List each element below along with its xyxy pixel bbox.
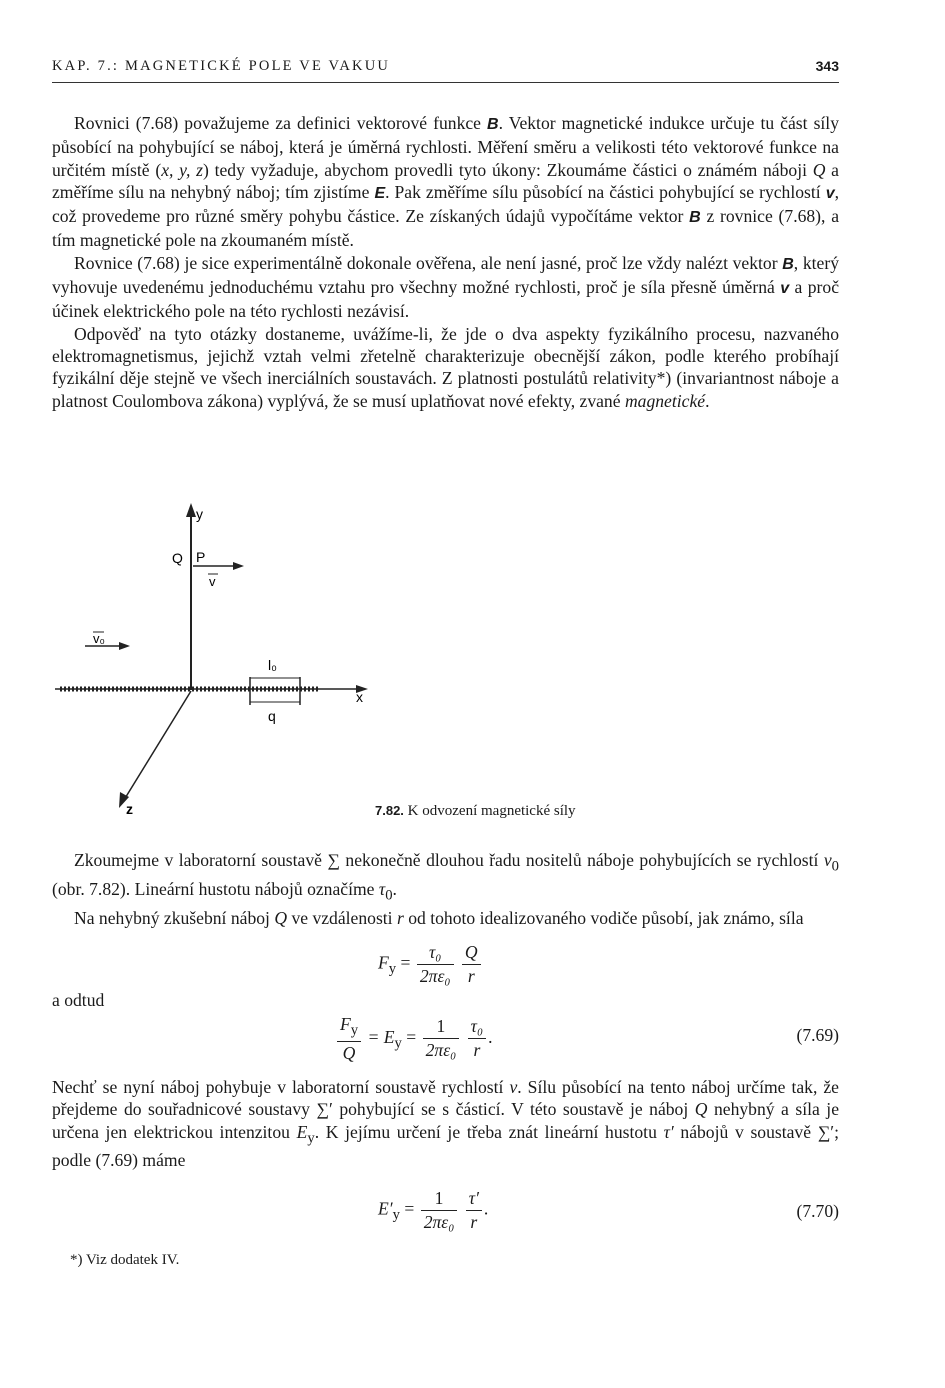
text-run: Nechť se nyní náboj pohybuje v laboratorní soustavě rychlostí <box>52 1077 510 1097</box>
math-symbol: r <box>396 907 404 928</box>
eq769-end: . <box>488 1026 493 1047</box>
z-axis-line <box>124 691 191 800</box>
math-symbol: Q <box>694 1099 708 1120</box>
eq-force-lhs-sub: y <box>388 961 397 978</box>
eq770-end: . <box>483 1198 489 1219</box>
vector-symbol: v <box>780 280 790 298</box>
velocity-v-label: v <box>209 574 216 589</box>
text-run: nábojů v soustavě ∑′; podle (7.69) máme <box>52 1121 839 1171</box>
text-run: . K jejímu určení je třeba znát lineární hustotu <box>314 1121 664 1142</box>
text-run: . <box>705 390 710 411</box>
paragraph <box>52 907 839 929</box>
eq-force-frac1 <box>417 942 454 987</box>
point-P-label: P <box>196 549 206 565</box>
eq-force-frac2 <box>462 942 481 987</box>
running-title: KAP. 7.: MAGNETICKÉ POLE VE VAKUU <box>52 58 391 74</box>
text-run: a proč účinek elektrického pole na této rychlosti nezávisí. <box>52 277 840 322</box>
text-run: nehybný a síla je určena jen elektrickou intenzitou <box>52 1099 839 1142</box>
equation-770 <box>378 1188 488 1233</box>
math-symbol: Q <box>812 159 826 180</box>
eq-force-d1: 2πε₀ <box>419 966 451 986</box>
equation-769 <box>335 1014 493 1064</box>
equation-force <box>378 942 483 987</box>
paragraph <box>52 323 839 412</box>
text-block-mid <box>52 849 839 929</box>
math-symbol: x, y, z <box>161 159 203 180</box>
header-rule <box>52 82 839 83</box>
eq-force-n1: τ₀ <box>417 942 454 965</box>
text-run: od tohoto idealizovaného vodiče působí, jak známo, síla <box>403 907 804 928</box>
text-run: ve vzdálenosti <box>287 907 397 928</box>
math-symbol: magnetické <box>624 390 706 411</box>
text-run: z rovnice (7.68), a tím magnetické pole na zkoumaném místě. <box>52 206 839 251</box>
text-run: a změříme sílu na nehybný náboj; tím zjistíme <box>52 159 839 202</box>
figure-number: 7.82. <box>375 803 404 818</box>
text-run: Rovnice (7.68) je sice experimentálně dokonale ověřena, ale není jasné, proč lze vždy nalézt vektor <box>74 252 783 273</box>
vector-symbol: B <box>487 116 499 133</box>
eq770-lhs: E′ <box>378 1198 393 1219</box>
eq769-frac1 <box>423 1016 460 1061</box>
x-axis-label: x <box>356 689 363 705</box>
eq769-number: (7.69) <box>796 1025 839 1045</box>
eq769-n2: τ₀ <box>468 1016 486 1039</box>
eq770-n1: 1 <box>421 1188 458 1211</box>
y-axis-label: y <box>196 506 203 522</box>
math-symbol: τ′ <box>663 1121 674 1142</box>
math-symbol: v <box>823 850 832 870</box>
eq769-d2: r <box>473 1040 481 1061</box>
eq769-frac2 <box>468 1016 486 1061</box>
math-symbol: E <box>296 1121 308 1142</box>
text-run: . Sílu působící na tento náboj určíme tak, že přejdeme do souřadnicové soustavy ∑′ pohybující se s částicí. V této soustavě je náboj <box>52 1077 839 1120</box>
text-run: Zkoumejme v laboratorní soustavě ∑ nekonečně dlouhou řadu nositelů náboje pohybujících se rychlostí <box>74 850 824 870</box>
eq770-lhs-sub: y <box>392 1207 400 1224</box>
footnote: *) Viz dodatek IV. <box>70 1252 180 1268</box>
figure-caption <box>375 803 576 820</box>
math-symbol: Q <box>274 907 288 928</box>
eq-force-eq: = <box>400 952 411 973</box>
text-run: , což provedeme pro různé směry pohybu částice. Ze získaných údajů vypočítáme vektor <box>52 181 839 227</box>
text-run: Rovnici (7.68) považujeme za definici vektorové funkce <box>74 113 488 133</box>
vector-symbol: E <box>374 184 386 202</box>
charge-q-label: q <box>268 708 276 724</box>
subscript: 0 <box>831 858 839 875</box>
eq770-frac1 <box>421 1188 458 1233</box>
paragraph <box>52 849 839 907</box>
math-symbol: v <box>509 1077 518 1097</box>
paragraph <box>52 252 839 323</box>
text-run: Odpověď na tyto otázky dostaneme, uvážíme-li, že jde o dva aspekty fyzikálního procesu, nazvaného elektromagnetismus, jejichž vztah velmi zřetelně charakterizuje obecnější zákon, podle kterého probíhají fyzikální děje stejně ve všech inerciálních soustavách. Z platnosti postulátů relativity*) (invariantnost náboje a platnost Coulombova zákona) vyplývá, že se musí uplatňovat nové efekty, zvané <box>52 323 839 411</box>
eq769-frac0 <box>337 1014 361 1064</box>
vector-symbol: B <box>689 209 701 227</box>
text-run: . Vektor magnetické indukce určuje tu část síly působící na pohybující se náboj, která je úměrná rychlosti. Měření směru a velikosti této vektorové funkce na určitém místě ( <box>52 113 839 180</box>
math-symbol: τ <box>378 878 386 899</box>
paragraph <box>52 1076 839 1172</box>
subscript: 0 <box>385 887 393 904</box>
text-run: ) tedy vyžaduje, abychom provedli tyto úkony: Zkoumáme částici o známém náboji <box>202 159 813 180</box>
velocity-v-arrowhead <box>233 562 244 570</box>
figure-diagram <box>0 495 945 825</box>
eq770-d2: r <box>470 1212 478 1232</box>
eq770-n2: τ′ <box>466 1188 482 1211</box>
length-l0-label: l₀ <box>268 657 277 673</box>
page-number: 343 <box>815 58 839 74</box>
eq770-frac2 <box>466 1188 482 1233</box>
y-axis-arrow <box>186 503 196 517</box>
charge-Q-label: Q <box>172 550 183 566</box>
eq769-d1: 2πε₀ <box>425 1040 457 1061</box>
eq769-n0-sub: y <box>350 1022 359 1039</box>
eq769-mid: = E <box>367 1026 395 1047</box>
text-run: . <box>392 878 397 899</box>
text-run: . Pak změříme sílu působící na částici pohybující se rychlostí <box>385 181 826 202</box>
text-block-bottom <box>52 1076 839 1172</box>
page-header <box>52 58 839 80</box>
z-axis-label: z <box>126 801 133 817</box>
eq-force-d2: r <box>467 966 475 986</box>
eq769-mid-sub: y <box>394 1035 402 1052</box>
text-run: , který vyhovuje uvedenému jednoduchému vztahu pro všechny možné rychlosti, proč je síla přesně úměrná <box>52 252 839 298</box>
eq769-eq: = <box>406 1026 417 1047</box>
text-block-top <box>52 112 839 412</box>
eq770-eq: = <box>404 1198 415 1219</box>
vector-symbol: v <box>825 184 835 202</box>
figure-caption-text: K odvození magnetické síly <box>407 803 576 819</box>
text-run: Na nehybný zkušební náboj <box>74 907 275 928</box>
eq-force-lhs: F <box>378 952 389 973</box>
a-odtud-label: a odtud <box>52 990 105 1010</box>
text-run: (obr. 7.82). Lineární hustotu nábojů označíme <box>52 878 379 899</box>
vector-symbol: B <box>782 255 794 273</box>
subscript: y <box>307 1130 315 1147</box>
velocity-v0-arrowhead <box>119 642 130 650</box>
eq770-number: (7.70) <box>796 1201 839 1221</box>
eq769-n0: F <box>340 1014 351 1034</box>
paragraph <box>52 112 839 252</box>
eq769-d0: Q <box>342 1042 356 1063</box>
velocity-v0-label: v₀ <box>93 631 105 646</box>
eq769-n1: 1 <box>423 1016 460 1039</box>
eq-force-n2: Q <box>462 942 481 965</box>
eq770-d1: 2πε₀ <box>423 1212 455 1232</box>
